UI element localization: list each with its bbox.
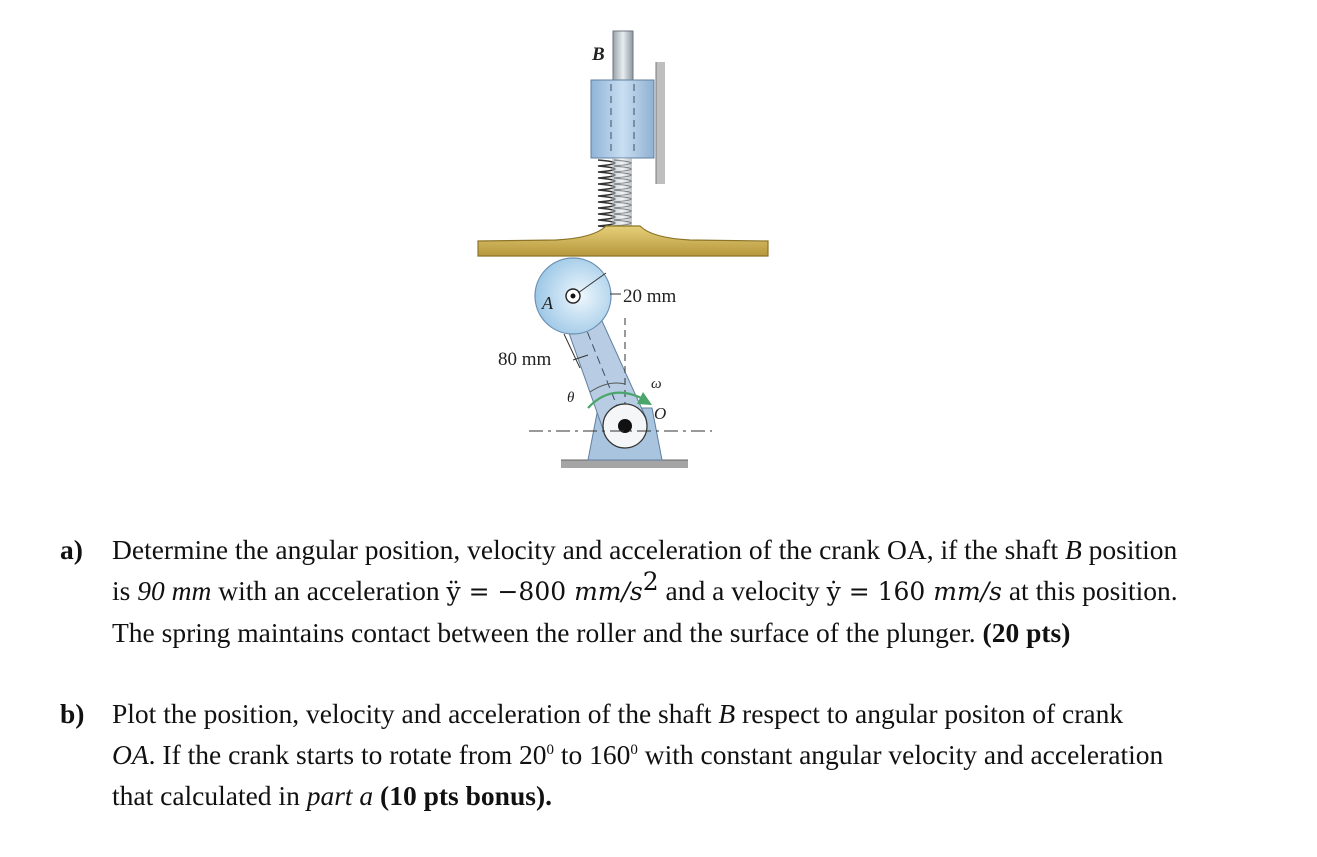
part-b-crank-symbol: OA [112, 739, 149, 770]
part-b-text-1: Plot the position, velocity and acceleration of the shaft [112, 698, 719, 729]
part-b-text-10: that calculated in [112, 780, 307, 811]
part-b [60, 693, 1290, 818]
part-b-deg-2: 0 [630, 741, 638, 758]
guide-block [591, 80, 654, 158]
label-pivot-o: O [654, 404, 667, 423]
label-crank-length: 80 mm [498, 349, 552, 370]
part-b-deg-1: 0 [546, 741, 555, 758]
part-b-text-7: to 160 [554, 739, 631, 770]
part-a-text-10: and a velocity [658, 575, 827, 606]
part-b-text-9: with constant angular velocity and acceleration [637, 739, 1164, 770]
part-a-text [112, 529, 1290, 653]
part-a-accel-exp: 2 [642, 566, 659, 596]
part-a-text-4: is [112, 575, 138, 606]
part-a-vel-eq: ẏ = 160 [826, 577, 934, 606]
part-b-part-ref: part a [306, 780, 374, 811]
part-a-accel-unit: mm/s [574, 577, 643, 606]
part-b-text-3: respect to angular positon of crank [735, 698, 1124, 729]
part-a-text-3: position [1081, 534, 1178, 565]
part-a-points: (20 pts) [982, 617, 1071, 648]
guide-wall [656, 62, 665, 184]
part-a-text-14: The spring maintains contact between the roller and the surface of the plunger. [112, 617, 983, 648]
part-a [60, 529, 1290, 654]
part-b-text-5: . If the crank starts to rotate from 20 [148, 739, 547, 770]
part-a-shaft-symbol: B [1064, 534, 1082, 565]
part-a-position-value: 90 mm [137, 575, 212, 606]
part-b-text [112, 693, 1290, 816]
part-a-text-1: Determine the angular position, velocity and acceleration of the crank OA, if the shaft [112, 534, 1065, 565]
part-a-accel-eq: ÿ = −800 [446, 577, 575, 606]
label-theta: θ [567, 390, 575, 406]
part-b-points: (10 pts bonus). [380, 780, 552, 811]
part-a-text-6: with an acceleration [211, 575, 447, 606]
shaft-b [613, 31, 633, 83]
ground [561, 460, 688, 468]
label-omega: ω [651, 376, 662, 392]
part-a-text-13: at this position. [1001, 575, 1178, 606]
part-a-marker: a) [60, 534, 83, 565]
label-shaft-b: B [592, 44, 605, 65]
label-roller-radius: 20 mm [623, 286, 677, 307]
part-a-vel-unit: mm/s [933, 577, 1002, 606]
label-roller-a: A [542, 293, 553, 313]
part-b-marker: b) [60, 698, 85, 729]
part-b-shaft-symbol: B [718, 698, 736, 729]
plunger-plate [478, 226, 768, 256]
